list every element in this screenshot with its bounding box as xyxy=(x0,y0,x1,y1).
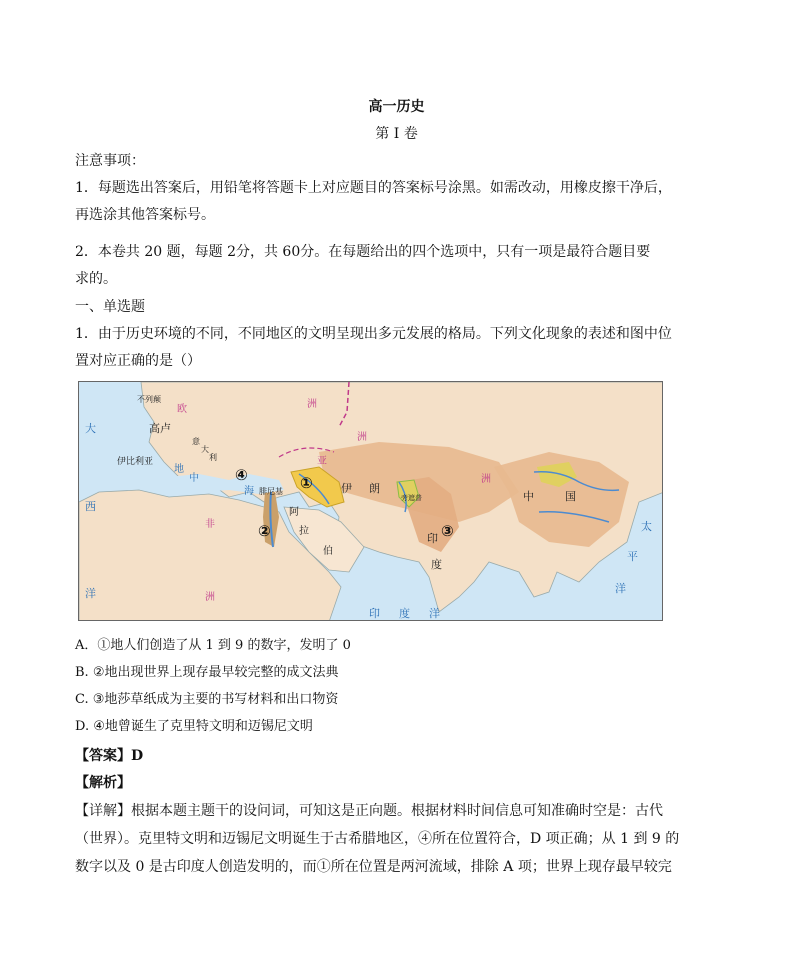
map-marker-3: ③ xyxy=(441,522,454,540)
map-label-china-2: 国 xyxy=(565,490,576,503)
notice-item-1-line1: 1．每题选出答案后，用铅笔将答题卡上对应题目的答案标号涂黑。如需改动，用橡皮擦干净后， xyxy=(75,180,672,196)
detail-line3: 数字以及 0 是古印度人创造发明的，而①所在位置是两河流域，排除 A 项；世界上现存最早较完 xyxy=(75,859,672,875)
detail-line2: （世界）。克里特文明和迈锡尼文明诞生于古希腊地区，④所在位置符合，D 项正确；从 1 到 9 的 xyxy=(75,831,680,847)
map-label-indian-ocean-3: 洋 xyxy=(429,607,440,620)
volume-heading: 第 I 卷 xyxy=(375,126,418,142)
map-label-asia-2: 洲 xyxy=(357,432,367,443)
map-label-atlantic-3: 洋 xyxy=(85,587,96,600)
map-label-iberia: 伊比利亚 xyxy=(117,457,154,467)
map-label-iran-1: 伊 xyxy=(341,482,352,495)
map-marker-1: ① xyxy=(300,474,313,492)
question-text-line2: 置对应正确的是（） xyxy=(75,353,201,369)
map-label-gaul: 高卢 xyxy=(149,422,171,435)
map-label-africa-2: 洲 xyxy=(205,592,215,603)
map-label-arabia-1: 阿 xyxy=(289,507,299,518)
map-label-indian-ocean-1: 印 xyxy=(369,607,380,620)
option-c: C. ③地莎草纸成为主要的书写材料和出口物资 xyxy=(75,692,339,707)
option-d: D. ④地曾诞生了克里特文明和迈锡尼文明 xyxy=(75,719,313,734)
section-heading: 一、单选题 xyxy=(75,299,145,315)
question-text-line1: 1．由于历史环境的不同，不同地区的文明呈现出多元发展的格局。下列文化现象的表述和图中位 xyxy=(75,326,672,342)
analysis-label: 【解析】 xyxy=(75,775,131,791)
notice-item-2-line1: 2．本卷共 20 题，每题 2分，共 60分。在每题给出的四个选项中，只有一项是最符合题目要 xyxy=(75,244,651,260)
map-label-atlantic-2: 西 xyxy=(85,500,96,513)
map-label-east-asia: 洲 xyxy=(481,474,491,485)
detail-line1: 【详解】根据本题主题干的设问词，可知这是正向题。根据材料时间信息可知准确时空是：古代 xyxy=(75,803,663,819)
answer-label: 【答案】D xyxy=(75,748,144,764)
map-label-iran-2: 朗 xyxy=(369,482,380,495)
map-label-indian-ocean-2: 度 xyxy=(399,607,410,620)
ancient-civilizations-map xyxy=(78,381,663,621)
page-title: 高一历史 xyxy=(368,99,425,115)
map-label-pacific-3: 洋 xyxy=(615,582,626,595)
notice-item-2-line2: 求的。 xyxy=(75,271,117,287)
map-label-med-1: 地 xyxy=(174,464,184,475)
map-label-atlantic-1: 大 xyxy=(85,422,96,435)
map-label-med-2: 中 xyxy=(189,473,199,484)
map-label-arabia-3: 伯 xyxy=(323,546,333,557)
map-label-italy-3: 利 xyxy=(209,453,217,462)
map-label-europe-1: 欧 xyxy=(177,404,187,415)
map-label-india-2: 度 xyxy=(431,558,442,571)
map-svg xyxy=(79,382,663,621)
map-label-britain: 不列颠 xyxy=(137,395,161,404)
map-label-china-1: 中 xyxy=(523,490,534,503)
option-a: A．①地人们创造了从 1 到 9 的数字，发明了 0 xyxy=(75,638,351,653)
map-label-italy-1: 意 xyxy=(192,437,200,446)
map-label-africa-1: 非 xyxy=(205,519,215,530)
map-marker-4: ④ xyxy=(235,466,248,484)
map-label-asia-1: 亚 xyxy=(317,456,327,467)
map-marker-2: ② xyxy=(258,522,271,540)
map-label-pacific-2: 平 xyxy=(627,550,638,563)
map-label-punjab: 旁遮普 xyxy=(401,494,422,502)
map-label-phoenicia: 腓尼基 xyxy=(259,487,283,496)
map-label-india-1: 印 xyxy=(427,532,438,545)
notice-item-1-line2: 再选涂其他答案标号。 xyxy=(75,207,215,223)
map-label-pacific-1: 太 xyxy=(641,520,652,533)
option-b: B. ②地出现世界上现存最早较完整的成文法典 xyxy=(75,665,339,680)
map-label-med-3: 海 xyxy=(244,486,254,497)
map-label-italy-2: 大 xyxy=(201,445,209,454)
map-label-arabia-2: 拉 xyxy=(299,526,309,537)
notice-heading: 注意事项： xyxy=(75,153,145,169)
map-label-europe-2: 洲 xyxy=(307,399,317,410)
